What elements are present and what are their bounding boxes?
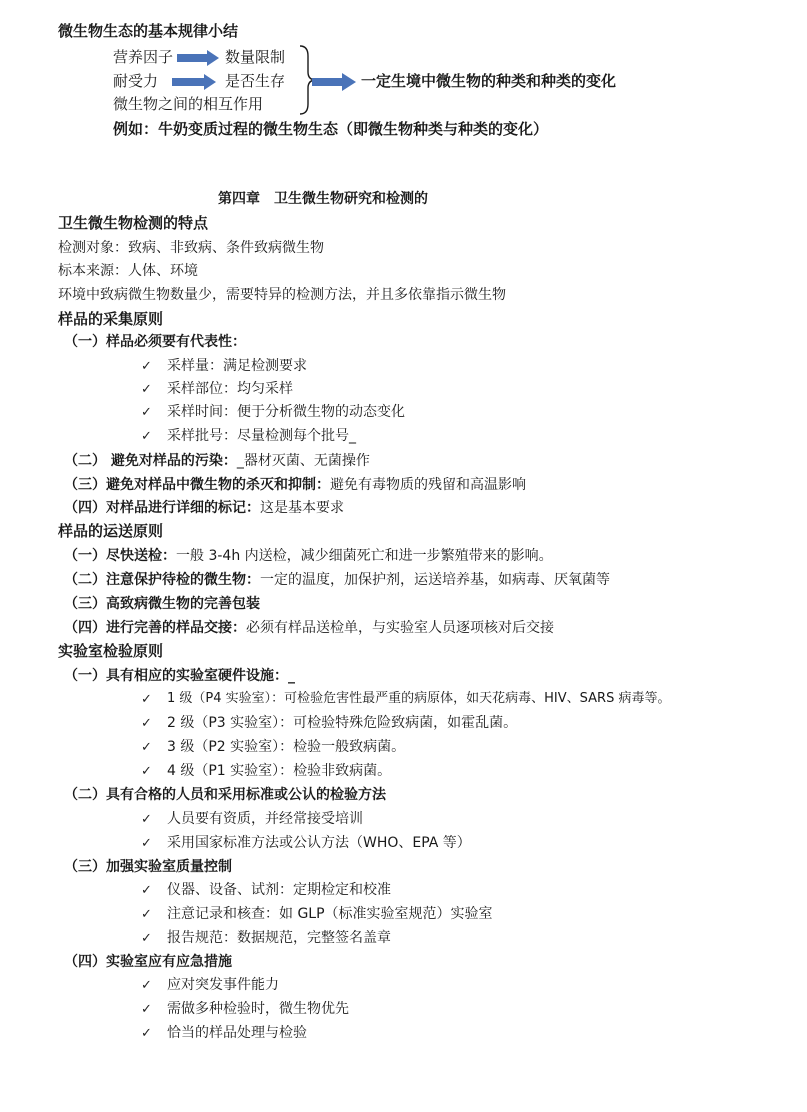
transport-p1 <box>64 549 553 563</box>
check-icon: ✓ <box>141 978 152 993</box>
sampling-item: 采样部位：均匀采样 <box>167 381 293 397</box>
lab-p2: （二）具有合格的人员和采用标准或公认的检验方法 <box>64 787 386 803</box>
sampling-p3 <box>64 478 526 492</box>
lab-item: 报告规范：数据规范，完整签名盖章 <box>167 930 391 946</box>
sampling-item: 采样时间：便于分析微生物的动态变化 <box>167 404 405 420</box>
right-arrow-icon <box>172 74 218 90</box>
check-icon: ✓ <box>141 716 152 731</box>
summary-result: 一定生境中微生物的种类和种类的变化 <box>361 72 617 90</box>
check-icon: ✓ <box>141 812 152 827</box>
transport-p4 <box>64 621 554 635</box>
features-title: 卫生微生物检测的特点 <box>58 214 209 232</box>
summary-row1-right: 数量限制 <box>225 48 286 66</box>
transport-p4-label: （四）进行完善的样品交接： <box>64 620 246 636</box>
check-icon: ✓ <box>141 405 152 420</box>
lab-item: 1 级（P4 实验室）：可检验危害性最严重的病原体，如天花病毒、HIV、SARS 病毒等。 <box>167 691 671 706</box>
summary-example: 例如：牛奶变质过程的微生物生态（即微生物种类与种类的变化） <box>113 120 549 138</box>
lab-item: 注意记录和核查：如 GLP（标准实验室规范）实验室 <box>167 906 493 922</box>
lab-item: 2 级（P3 实验室）：可检验特殊危险致病菌，如霍乱菌。 <box>167 715 518 731</box>
lab-p4: （四）实验室应有应急措施 <box>64 954 232 970</box>
sampling-p4-label: （四）对样品进行详细的标记： <box>64 500 260 516</box>
check-icon: ✓ <box>141 429 152 444</box>
sampling-p2 <box>64 454 370 468</box>
sampling-p4-text: 这是基本要求 <box>260 500 344 516</box>
lab-item: 应对突发事件能力 <box>167 977 279 993</box>
sampling-p1: （一）样品必须要有代表性： <box>64 334 246 350</box>
feature-line-1: 检测对象：致病、非致病、条件致病微生物 <box>58 240 324 256</box>
lab-item: 需做多种检验时，微生物优先 <box>167 1001 349 1017</box>
check-icon: ✓ <box>141 692 152 707</box>
transport-p2-text: 一定的温度，加保护剂，运送培养基，如病毒、厌氧菌等 <box>260 572 610 588</box>
sampling-p3-text: 避免有毒物质的残留和高温影响 <box>330 477 526 493</box>
check-icon: ✓ <box>141 382 152 397</box>
check-icon: ✓ <box>141 764 152 779</box>
lab-p1: （一）具有相应的实验室硬件设施：_ <box>64 668 295 684</box>
sampling-item: 采样量：满足检测要求 <box>167 358 307 374</box>
transport-heading: 样品的运送原则 <box>58 522 164 540</box>
check-icon: ✓ <box>141 836 152 851</box>
transport-p1-label: （一）尽快送检： <box>64 548 176 564</box>
check-icon: ✓ <box>141 359 152 374</box>
lab-item: 采用国家标准方法或公认方法（WHO、EPA 等） <box>167 835 471 851</box>
summary-row1-left: 营养因子 <box>113 48 174 66</box>
sampling-p3-label: （三）避免对样品中微生物的杀灭和抑制： <box>64 477 330 493</box>
lab-item: 人员要有资质，并经常接受培训 <box>167 811 363 827</box>
lab-heading: 实验室检验原则 <box>58 642 164 660</box>
check-icon: ✓ <box>141 740 152 755</box>
right-arrow-icon <box>177 50 221 66</box>
check-icon: ✓ <box>141 1026 152 1041</box>
check-icon: ✓ <box>141 931 152 946</box>
chapter-title: 第四章 卫生微生物研究和检测的 <box>218 191 428 207</box>
summary-title: 微生物生态的基本规律小结 <box>58 22 239 40</box>
transport-p1-text: 一般 3-4h 内送检，减少细菌死亡和进一步繁殖带来的影响。 <box>176 548 553 564</box>
lab-p3: （三）加强实验室质量控制 <box>64 859 232 875</box>
feature-line-3: 环境中致病微生物数量少，需要特异的检测方法，并且多依靠指示微生物 <box>58 287 506 303</box>
lab-item: 仪器、设备、试剂：定期检定和校准 <box>167 882 391 898</box>
transport-p4-text: 必须有样品送检单，与实验室人员逐项核对后交接 <box>246 620 554 636</box>
sampling-p2-label: （二） 避免对样品的污染： <box>64 453 237 469</box>
summary-row2-left: 耐受力 <box>113 72 159 90</box>
check-icon: ✓ <box>141 907 152 922</box>
right-arrow-icon <box>312 73 358 91</box>
check-icon: ✓ <box>141 883 152 898</box>
summary-row2-right: 是否生存 <box>225 72 286 90</box>
transport-p3: （三）高致病微生物的完善包装 <box>64 596 260 612</box>
transport-p2-label: （二）注意保护待检的微生物： <box>64 572 260 588</box>
check-icon: ✓ <box>141 1002 152 1017</box>
sampling-heading: 样品的采集原则 <box>58 310 164 328</box>
lab-item: 恰当的样品处理与检验 <box>167 1025 307 1041</box>
summary-row3-left: 微生物之间的相互作用 <box>113 95 264 113</box>
lab-item: 4 级（P1 实验室）：检验非致病菌。 <box>167 763 392 779</box>
lab-item: 3 级（P2 实验室）：检验一般致病菌。 <box>167 739 406 755</box>
transport-p2 <box>64 573 610 587</box>
sampling-p2-text: _器材灭菌、无菌操作 <box>236 453 370 469</box>
feature-line-2: 标本来源：人体、环境 <box>58 263 198 279</box>
sampling-item: 采样批号：尽量检测每个批号_ <box>167 428 356 444</box>
sampling-p4 <box>64 501 344 515</box>
